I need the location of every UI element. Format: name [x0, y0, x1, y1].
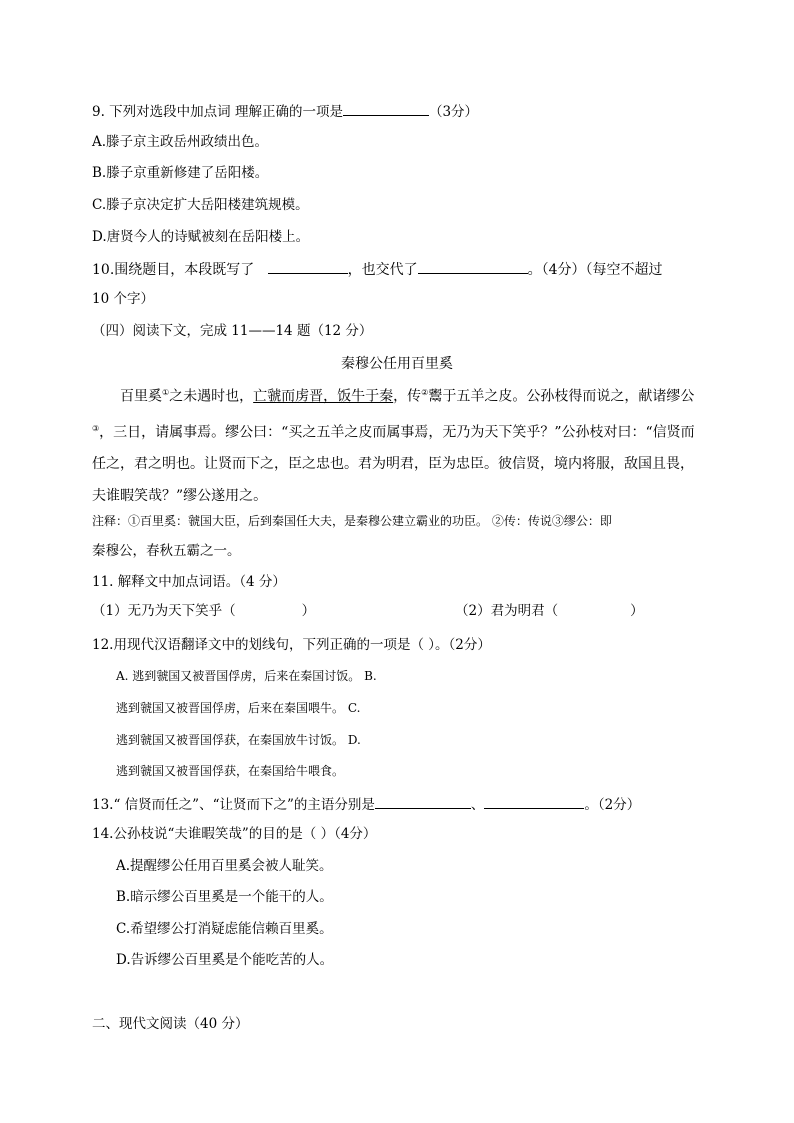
section4-header: （四）阅读下文，完成 11——14 题（12 分） — [92, 323, 373, 339]
passage-title: 秦穆公任用百里奚 — [341, 356, 453, 372]
answer-blank[interactable] — [418, 259, 528, 274]
q9-option-a: A.滕子京主政岳州政绩出色。 — [92, 134, 269, 150]
answer-blank[interactable] — [375, 794, 471, 809]
q11-item-2: （2）君为明君（ ） — [455, 603, 644, 619]
q14-stem: 14.公孙枝说“夫谁暇笑哉”的目的是（ ）（4分） — [92, 826, 377, 842]
q9-option-d: D.唐贤今人的诗赋被刻在岳阳楼上。 — [92, 229, 310, 245]
q12-line-4: 逃到虢国又被晋国俘获，在秦国给牛喂食。 — [116, 764, 345, 778]
passage-body: 百里奚①之未遇时也，亡虢而虏晋，饭牛于秦，传②鬻于五羊之皮。公孙枝得而说之，献诸缪公③，三日，请属事焉。缪公曰：“买之五羊之皮而属事焉，无乃为天下笑乎？”公孙枝对曰：“信贤而任之，君之明也。让贤而下之，臣之忠也。君为明君，臣为忠臣。彼信贤，境内将服，敌国且畏， 夫谁暇笑哉？”缪公遂用之。 — [92, 388, 695, 504]
q14-option-b: B.暗示缪公百里奚是一个能干的人。 — [116, 889, 333, 905]
q12-stem: 12.用现代汉语翻译文中的划线句，下列正确的一项是（ ）。（2分） — [92, 637, 491, 653]
q14-option-c: C.希望缪公打消疑虑能信赖百里奚。 — [116, 921, 333, 937]
q11-stem: 11. 解释文中加点词语。（4 分） — [92, 574, 286, 590]
answer-blank[interactable] — [268, 259, 348, 274]
q12-line-1: A. 逃到虢国又被晋国俘虏，后来在秦国讨饭。 B. — [116, 669, 377, 683]
q14-option-d: D.告诉缪公百里奚是个能吃苦的人。 — [116, 952, 334, 968]
q9-stem: 9. 下列对选段中加点词 理解正确的一项是 （3分） — [92, 101, 478, 121]
answer-blank[interactable] — [343, 101, 429, 116]
passage-note-2: 秦穆公，春秋五霸之一。 — [92, 543, 241, 559]
q13-stem: 13.“ 信贤而任之”、“让贤而下之”的主语分别是 、 。（2分） — [92, 794, 640, 814]
underlined-sentence: 亡虢而虏晋，饭牛于秦 — [253, 388, 394, 405]
q10-stem: 10.围绕题目，本段既写了 ，也交代了 。（4分）（每空不超过 — [92, 259, 663, 279]
q10-line2: 10 个字） — [92, 291, 154, 307]
q9-option-c: C.滕子京决定扩大岳阳楼建筑规模。 — [92, 197, 309, 213]
q12-line-3: 逃到虢国又被晋国俘获，在秦国放牛讨饭。 D. — [116, 733, 361, 747]
q14-option-a: A.提醒缪公任用百里奚会被人耻笑。 — [116, 858, 333, 874]
answer-blank[interactable] — [484, 794, 584, 809]
q9-option-b: B.滕子京重新修建了岳阳楼。 — [92, 165, 269, 181]
section2-header: 二、现代文阅读（40 分） — [92, 1016, 249, 1032]
q12-line-2: 逃到虢国又被晋国俘虏，后来在秦国喂牛。 C. — [116, 701, 361, 715]
q11-item-1: （1）无乃为天下笑乎（ ） — [92, 603, 316, 619]
passage-note-1: 注释：①百里奚：虢国大臣，后到秦国任大夫，是秦穆公建立霸业的功臣。 ②传：传说③缪公：即 — [92, 514, 612, 528]
